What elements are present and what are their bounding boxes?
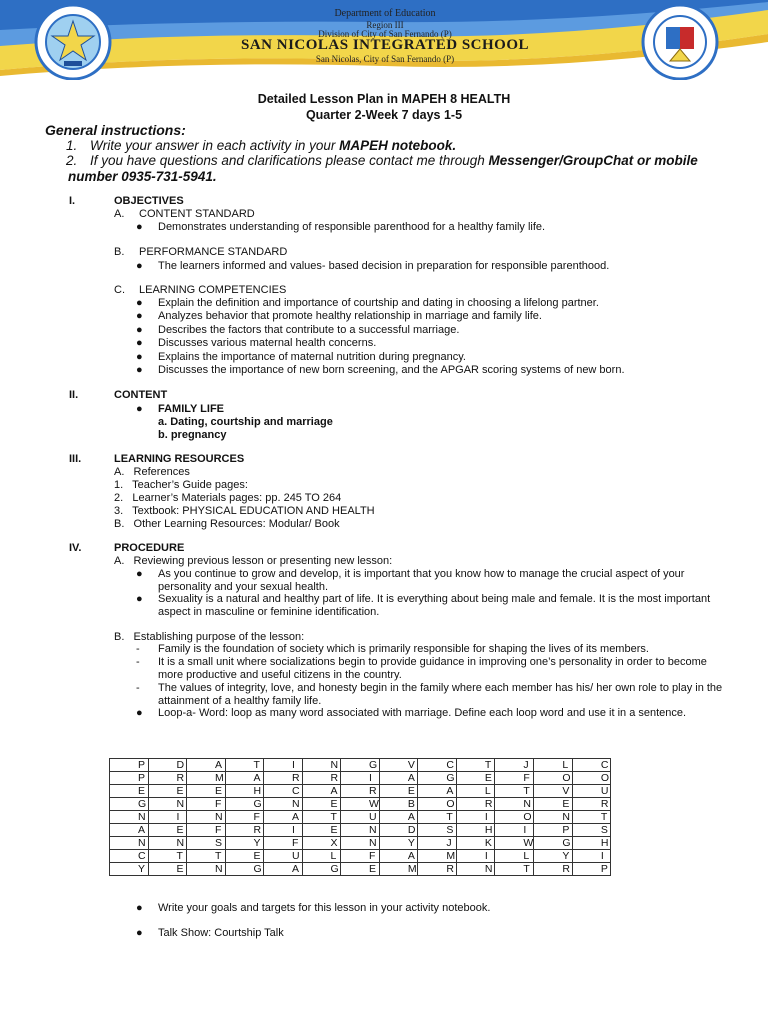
- bullet-icon: ●: [136, 707, 143, 719]
- bullet-icon: ●: [136, 403, 143, 415]
- grid-cell: N: [264, 798, 303, 811]
- grid-cell: V: [534, 785, 573, 798]
- grid-cell: Y: [110, 863, 149, 876]
- section-title-learning-resources: LEARNING RESOURCES: [114, 453, 245, 465]
- list-item-text: Write your goals and targets for this lesson in your activity notebook.: [158, 902, 491, 914]
- grid-cell: I: [572, 850, 611, 863]
- grid-cell: E: [225, 850, 264, 863]
- grid-cell: O: [495, 811, 534, 824]
- list-item-text: Discusses various maternal health concerns.: [158, 337, 377, 349]
- grid-cell: U: [341, 811, 380, 824]
- list-item: [136, 902, 726, 915]
- school-seal-icon: [34, 3, 112, 80]
- grid-cell: R: [225, 824, 264, 837]
- grid-cell: T: [495, 863, 534, 876]
- grid-cell: R: [341, 785, 380, 798]
- resource-line: B. Other Learning Resources: Modular/ Book: [114, 518, 340, 530]
- grid-cell: F: [341, 850, 380, 863]
- resource-line: 2. Learner’s Materials pages: pp. 245 TO 264: [114, 492, 342, 504]
- list-item-text: b. pregnancy: [158, 429, 227, 441]
- resource-line: 3. Textbook: PHYSICAL EDUCATION AND HEALTH: [114, 505, 375, 517]
- grid-cell: C: [418, 759, 457, 772]
- grid-cell: A: [110, 824, 149, 837]
- list-item: [136, 416, 726, 429]
- grid-cell: E: [534, 798, 573, 811]
- list-item: [136, 337, 726, 350]
- instruction-bold: MAPEH notebook.: [339, 138, 457, 153]
- instruction-bold: Messenger/GroupChat or mobile number 0935-731-5941.: [68, 153, 698, 184]
- list-item: [136, 310, 726, 323]
- grid-cell: L: [456, 785, 495, 798]
- grid-cell: W: [341, 798, 380, 811]
- grid-cell: U: [264, 850, 303, 863]
- grid-cell: O: [534, 772, 573, 785]
- grid-cell: K: [456, 837, 495, 850]
- grid-cell: G: [225, 798, 264, 811]
- grid-cell: H: [225, 785, 264, 798]
- grid-cell: E: [148, 824, 187, 837]
- grid-cell: P: [110, 772, 149, 785]
- header-address: San Nicolas, City of San Fernando (P): [315, 54, 455, 64]
- grid-cell: G: [302, 863, 341, 876]
- grid-cell: A: [264, 811, 303, 824]
- grid-cell: O: [572, 772, 611, 785]
- header-school-name: SAN NICOLAS INTEGRATED SCHOOL: [240, 37, 530, 53]
- grid-cell: N: [456, 863, 495, 876]
- section-number: I.: [69, 195, 76, 207]
- grid-cell: T: [418, 811, 457, 824]
- grid-cell: R: [572, 798, 611, 811]
- resource-line: A. References: [114, 466, 190, 478]
- grid-cell: P: [534, 824, 573, 837]
- grid-cell: E: [379, 785, 418, 798]
- instruction-text: If you have questions and clarifications please contact me through: [90, 153, 489, 168]
- bullet-icon: ●: [136, 310, 143, 322]
- grid-cell: N: [341, 837, 380, 850]
- grid-cell: N: [341, 824, 380, 837]
- grid-row: [110, 824, 611, 837]
- grid-cell: N: [534, 811, 573, 824]
- grid-cell: N: [148, 837, 187, 850]
- grid-cell: C: [110, 850, 149, 863]
- header-region: Region III: [366, 20, 404, 30]
- list-item-text: The learners informed and values- based decision in preparation for responsible parenthood.: [158, 260, 610, 272]
- instruction-text: Write your answer in each activity in your: [90, 138, 340, 153]
- bullet-icon: ●: [136, 260, 143, 272]
- grid-cell: N: [302, 759, 341, 772]
- grid-cell: I: [148, 811, 187, 824]
- section-number: IV.: [69, 542, 82, 554]
- grid-cell: A: [225, 772, 264, 785]
- grid-cell: D: [379, 824, 418, 837]
- list-item-text: Explains the importance of maternal nutrition during pregnancy.: [158, 351, 466, 363]
- grid-cell: S: [187, 837, 226, 850]
- grid-cell: I: [341, 772, 380, 785]
- content-standard-label: [114, 208, 255, 220]
- list-item: [136, 221, 726, 234]
- grid-cell: R: [148, 772, 187, 785]
- grid-cell: S: [572, 824, 611, 837]
- grid-cell: H: [572, 837, 611, 850]
- grid-cell: U: [572, 785, 611, 798]
- grid-cell: E: [148, 785, 187, 798]
- list-item-text: Sexuality is a natural and healthy part of life. It is everything about being male and female. It is the most important aspect in masculine or feminine identification.: [158, 593, 711, 618]
- list-item: [136, 682, 726, 708]
- lesson-plan-title: Detailed Lesson Plan in MAPEH 8 HEALTH: [257, 92, 511, 106]
- list-item-text: Analyzes behavior that promote healthy relationship in marriage and family life.: [158, 310, 542, 322]
- instruction-number: 1.: [66, 138, 78, 153]
- grid-row: [110, 798, 611, 811]
- section-number: II.: [69, 389, 79, 401]
- list-item-text: It is a small unit where socializations begin to provide guidance in improving one’s personality in order to become more productive and useful citizens in the country.: [158, 656, 707, 681]
- grid-cell: T: [148, 850, 187, 863]
- grid-cell: A: [187, 759, 226, 772]
- list-item-text: a. Dating, courtship and marriage: [158, 416, 333, 428]
- list-item-text: Talk Show: Courtship Talk: [158, 927, 284, 939]
- list-item-text: Explain the definition and importance of courtship and dating in choosing a lifelong partner.: [158, 297, 599, 309]
- grid-cell: F: [187, 798, 226, 811]
- grid-row: [110, 811, 611, 824]
- grid-cell: W: [495, 837, 534, 850]
- bullet-icon: ●: [136, 221, 143, 233]
- grid-cell: E: [341, 863, 380, 876]
- grid-cell: P: [572, 863, 611, 876]
- grid-cell: N: [187, 811, 226, 824]
- grid-cell: G: [534, 837, 573, 850]
- list-item: [136, 403, 726, 416]
- grid-cell: X: [302, 837, 341, 850]
- grid-cell: L: [302, 850, 341, 863]
- list-item-text: Family is the foundation of society which is primarily responsible for shaping the lives of its members.: [158, 643, 649, 655]
- grid-cell: I: [264, 759, 303, 772]
- grid-cell: N: [495, 798, 534, 811]
- list-item: [136, 927, 726, 940]
- grid-cell: R: [302, 772, 341, 785]
- grid-cell: N: [110, 837, 149, 850]
- grid-cell: O: [418, 798, 457, 811]
- procedure-step: B. Establishing purpose of the lesson:: [114, 631, 305, 643]
- grid-cell: E: [148, 863, 187, 876]
- grid-cell: F: [495, 772, 534, 785]
- list-item: [136, 260, 726, 273]
- list-item-text: Loop-a- Word: loop as many word associated with marriage. Define each loop word and use it in a sentence.: [158, 707, 687, 719]
- grid-cell: F: [264, 837, 303, 850]
- bullet-icon: ●: [136, 351, 143, 363]
- grid-cell: R: [534, 863, 573, 876]
- dash-icon: -: [136, 656, 140, 668]
- dash-icon: -: [136, 682, 140, 694]
- grid-cell: I: [495, 824, 534, 837]
- grid-cell: T: [302, 811, 341, 824]
- list-item-text: FAMILY LIFE: [158, 403, 225, 415]
- grid-cell: A: [264, 863, 303, 876]
- bullet-icon: ●: [136, 593, 143, 605]
- grid-cell: T: [572, 811, 611, 824]
- grid-cell: R: [418, 863, 457, 876]
- grid-cell: T: [187, 850, 226, 863]
- letterhead: [0, 0, 768, 80]
- grid-cell: E: [302, 798, 341, 811]
- list-item: [136, 656, 726, 682]
- grid-cell: G: [418, 772, 457, 785]
- learning-competencies-label: [114, 284, 286, 296]
- grid-cell: S: [418, 824, 457, 837]
- bullet-icon: ●: [136, 902, 143, 914]
- list-item-text: Discusses the importance of new born screening, and the APGAR scoring systems of new born.: [158, 364, 625, 376]
- bullet-icon: ●: [136, 337, 143, 349]
- grid-cell: G: [110, 798, 149, 811]
- grid-cell: G: [341, 759, 380, 772]
- grid-cell: R: [456, 798, 495, 811]
- performance-standard-label: [114, 246, 287, 258]
- grid-cell: B: [379, 798, 418, 811]
- grid-cell: D: [148, 759, 187, 772]
- grid-cell: F: [187, 824, 226, 837]
- grid-cell: A: [379, 850, 418, 863]
- grid-cell: G: [225, 863, 264, 876]
- grid-cell: N: [110, 811, 149, 824]
- sub-letter: C.: [114, 284, 125, 296]
- procedure-step: A. Reviewing previous lesson or presenting new lesson:: [114, 555, 393, 567]
- grid-cell: E: [456, 772, 495, 785]
- sub-letter: A.: [114, 208, 125, 220]
- resource-line: 1. Teacher’s Guide pages:: [114, 479, 248, 491]
- instruction-1: [68, 138, 738, 154]
- grid-cell: C: [572, 759, 611, 772]
- grid-cell: V: [379, 759, 418, 772]
- sub-label: LEARNING COMPETENCIES: [139, 284, 287, 296]
- grid-cell: L: [534, 759, 573, 772]
- general-instructions-heading: General instructions:: [45, 122, 186, 138]
- grid-cell: I: [456, 811, 495, 824]
- bullet-icon: ●: [136, 568, 143, 580]
- loop-a-word-grid: [109, 758, 611, 876]
- grid-cell: P: [110, 759, 149, 772]
- deped-seal-icon: [637, 3, 723, 80]
- grid-cell: J: [418, 837, 457, 850]
- grid-cell: T: [456, 759, 495, 772]
- grid-cell: N: [187, 863, 226, 876]
- instruction-2: [68, 153, 738, 185]
- list-item: [136, 568, 726, 594]
- list-item-text: As you continue to grow and develop, it is important that you know how to manage the crucial aspect of your personality and your sexual health.: [158, 568, 685, 593]
- grid-cell: M: [418, 850, 457, 863]
- list-item: [136, 364, 726, 377]
- grid-row: [110, 759, 611, 772]
- grid-cell: N: [148, 798, 187, 811]
- grid-cell: A: [302, 785, 341, 798]
- grid-cell: I: [456, 850, 495, 863]
- instruction-number: 2.: [66, 153, 78, 168]
- bullet-icon: ●: [136, 364, 143, 376]
- list-item: [136, 707, 726, 720]
- list-item: [136, 593, 726, 619]
- sub-letter: B.: [114, 246, 125, 258]
- grid-cell: M: [187, 772, 226, 785]
- grid-cell: Y: [379, 837, 418, 850]
- list-item: [136, 429, 726, 442]
- grid-row: [110, 785, 611, 798]
- grid-cell: M: [379, 863, 418, 876]
- sub-label: PERFORMANCE STANDARD: [139, 246, 288, 258]
- header-department: Department of Education: [334, 8, 436, 19]
- grid-cell: Y: [534, 850, 573, 863]
- section-title-procedure: PROCEDURE: [114, 542, 185, 554]
- list-item: [136, 643, 726, 656]
- grid-cell: R: [264, 772, 303, 785]
- grid-cell: Y: [225, 837, 264, 850]
- list-item: [136, 351, 726, 364]
- section-number: III.: [69, 453, 82, 465]
- grid-row: [110, 863, 611, 876]
- grid-cell: E: [187, 785, 226, 798]
- grid-cell: T: [495, 785, 534, 798]
- sub-label: CONTENT STANDARD: [139, 208, 255, 220]
- bullet-icon: ●: [136, 927, 143, 939]
- bullet-icon: ●: [136, 324, 143, 336]
- list-item: [136, 297, 726, 310]
- bullet-icon: ●: [136, 297, 143, 309]
- grid-row: [110, 837, 611, 850]
- list-item-text: The values of integrity, love, and honesty begin in the family where each member has his/ her own role to play in the attainment of a healthy family life.: [158, 682, 723, 707]
- list-item-text: Describes the factors that contribute to a successful marriage.: [158, 324, 460, 336]
- list-item: [136, 324, 726, 337]
- grid-cell: E: [110, 785, 149, 798]
- grid-cell: I: [264, 824, 303, 837]
- grid-cell: C: [264, 785, 303, 798]
- grid-cell: T: [225, 759, 264, 772]
- grid-cell: A: [379, 772, 418, 785]
- grid-cell: A: [379, 811, 418, 824]
- grid-row: [110, 772, 611, 785]
- grid-cell: E: [302, 824, 341, 837]
- dash-icon: -: [136, 643, 140, 655]
- lesson-plan-subtitle: Quarter 2-Week 7 days 1-5: [305, 108, 463, 122]
- grid-row: [110, 850, 611, 863]
- header-division: Division of City of San Fernando (P): [318, 29, 452, 39]
- grid-cell: L: [495, 850, 534, 863]
- grid-cell: A: [418, 785, 457, 798]
- section-title-objectives: OBJECTIVES: [114, 195, 184, 207]
- grid-cell: F: [225, 811, 264, 824]
- grid-cell: J: [495, 759, 534, 772]
- grid-cell: H: [456, 824, 495, 837]
- list-item-text: Demonstrates understanding of responsible parenthood for a healthy family life.: [158, 221, 546, 233]
- section-title-content: CONTENT: [114, 389, 168, 401]
